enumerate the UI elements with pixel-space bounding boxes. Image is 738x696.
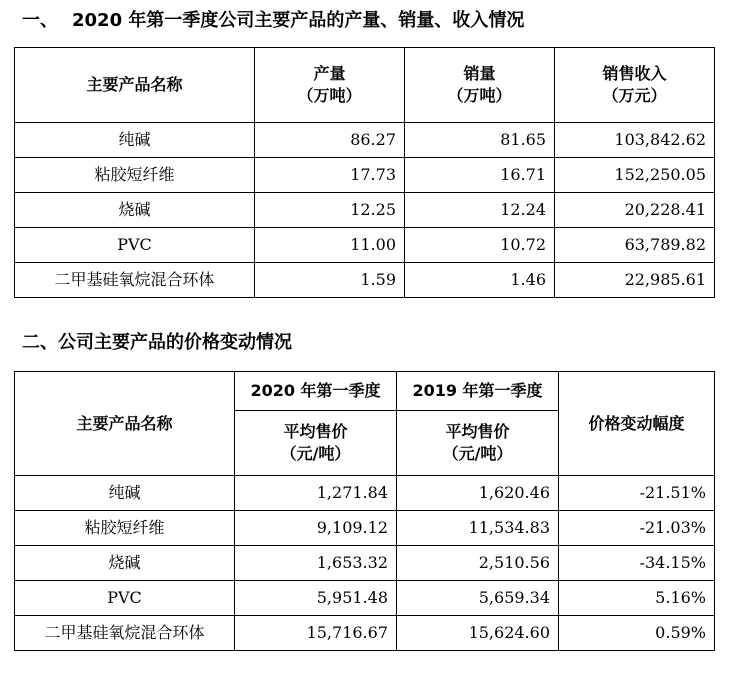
header-production-label: 产量 <box>313 64 346 84</box>
section1-heading <box>22 6 524 32</box>
cell-revenue: 103,842.62 <box>555 123 715 158</box>
table-row <box>15 228 715 263</box>
header-avg-price-unit: （元/吨） <box>442 444 513 463</box>
cell-price-2019: 15,624.60 <box>397 616 559 651</box>
table-row <box>15 476 715 511</box>
cell-revenue: 20,228.41 <box>555 193 715 228</box>
cell-price-2019: 5,659.34 <box>397 581 559 616</box>
cell-price-2020: 15,716.67 <box>235 616 397 651</box>
cell-price-change: -34.15% <box>559 546 715 581</box>
header-avg-price-label: 平均售价 <box>283 422 348 442</box>
cell-price-change: -21.03% <box>559 511 715 546</box>
cell-price-2019: 2,510.56 <box>397 546 559 581</box>
section1-prefix: 一、 <box>22 10 58 31</box>
table-row <box>15 511 715 546</box>
section2-title: 二、公司主要产品的价格变动情况 <box>22 332 292 353</box>
cell-sales: 16.71 <box>405 158 555 193</box>
table-row <box>15 123 715 158</box>
cell-price-2020: 1,653.32 <box>235 546 397 581</box>
header-avg-price-unit: （元/吨） <box>280 444 351 463</box>
cell-sales: 1.46 <box>405 263 555 298</box>
header-revenue-label: 销售收入 <box>602 64 667 84</box>
header-revenue <box>555 48 715 123</box>
header-period-2020: 2020 年第一季度 <box>235 372 397 411</box>
cell-production: 17.73 <box>255 158 405 193</box>
cell-revenue: 152,250.05 <box>555 158 715 193</box>
table-row <box>15 581 715 616</box>
cell-product-name: 二甲基硅氧烷混合环体 <box>15 616 235 651</box>
header-avg-price-2019 <box>397 411 559 476</box>
cell-price-2020: 1,271.84 <box>235 476 397 511</box>
cell-production: 11.00 <box>255 228 405 263</box>
header-sales-unit: （万吨） <box>447 86 512 105</box>
cell-price-2020: 5,951.48 <box>235 581 397 616</box>
cell-production: 1.59 <box>255 263 405 298</box>
cell-product-name: 烧碱 <box>15 193 255 228</box>
cell-production: 86.27 <box>255 123 405 158</box>
cell-product-name: 烧碱 <box>15 546 235 581</box>
table-row <box>15 158 715 193</box>
header-product-name: 主要产品名称 <box>15 372 235 476</box>
cell-product-name: 二甲基硅氧烷混合环体 <box>15 263 255 298</box>
price-change-table <box>14 371 715 651</box>
cell-price-change: 5.16% <box>559 581 715 616</box>
cell-sales: 81.65 <box>405 123 555 158</box>
cell-production: 12.25 <box>255 193 405 228</box>
header-production-unit: （万吨） <box>297 86 362 105</box>
header-revenue-unit: （万元） <box>602 86 667 105</box>
table-row <box>15 616 715 651</box>
header-sales-label: 销量 <box>463 64 496 84</box>
cell-product-name: 粘胶短纤维 <box>15 511 235 546</box>
cell-product-name: PVC <box>15 228 255 263</box>
table-row <box>15 263 715 298</box>
cell-revenue: 63,789.82 <box>555 228 715 263</box>
header-sales <box>405 48 555 123</box>
header-price-change: 价格变动幅度 <box>559 372 715 476</box>
header-product-name: 主要产品名称 <box>15 48 255 123</box>
table-row <box>15 193 715 228</box>
cell-price-2020: 9,109.12 <box>235 511 397 546</box>
header-avg-price-2020 <box>235 411 397 476</box>
cell-revenue: 22,985.61 <box>555 263 715 298</box>
header-avg-price-label: 平均售价 <box>445 422 510 442</box>
cell-price-change: 0.59% <box>559 616 715 651</box>
cell-price-change: -21.51% <box>559 476 715 511</box>
section1-title: 2020 年第一季度公司主要产品的产量、销量、收入情况 <box>72 10 525 31</box>
cell-product-name: 粘胶短纤维 <box>15 158 255 193</box>
cell-product-name: PVC <box>15 581 235 616</box>
cell-price-2019: 11,534.83 <box>397 511 559 546</box>
production-sales-table <box>14 47 715 298</box>
header-period-2019: 2019 年第一季度 <box>397 372 559 411</box>
cell-sales: 12.24 <box>405 193 555 228</box>
section2-heading <box>22 328 292 354</box>
header-production <box>255 48 405 123</box>
cell-product-name: 纯碱 <box>15 123 255 158</box>
cell-product-name: 纯碱 <box>15 476 235 511</box>
table-row <box>15 546 715 581</box>
cell-sales: 10.72 <box>405 228 555 263</box>
table-header-row <box>15 372 715 411</box>
cell-price-2019: 1,620.46 <box>397 476 559 511</box>
table-header-row <box>15 48 715 123</box>
